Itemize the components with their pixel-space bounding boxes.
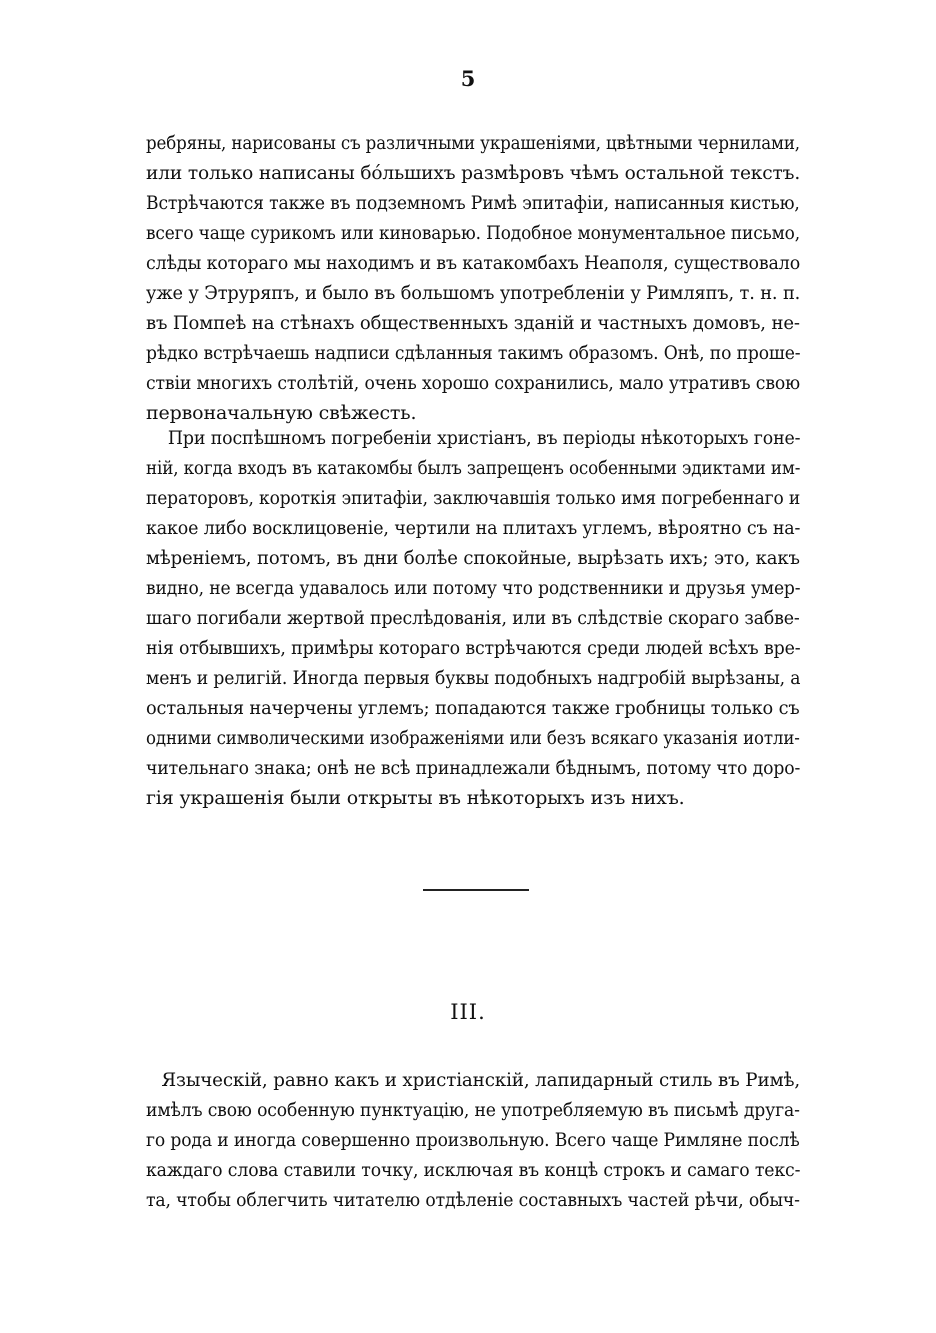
paragraph-3: [146, 1065, 800, 1215]
text-line: Языческій, равно какъ и христіанскій, лапидарный стиль въ Римѣ,: [161, 1069, 801, 1091]
text-line: ператоровъ, короткія эпитафіи, заключавшія только имя погребеннаго и: [146, 487, 801, 509]
paragraph-2: [146, 423, 800, 813]
text-line: менъ и религій. Иногда первыя буквы подобныхъ надгробій вырѣзаны, а: [146, 667, 801, 689]
text-line: мѣреніемъ, потомъ, въ дни болѣе спокойные, вырѣзать ихъ; это, какъ: [146, 547, 800, 569]
text-line: ребряны, нарисованы съ различными украшеніями, цвѣтными чернилами,: [146, 132, 800, 154]
text-line: имѣлъ свою особенную пунктуацію, не употребляемую въ письмѣ друга-: [146, 1099, 800, 1121]
text-line: нія отбывшихъ, примѣры котораго встрѣчаются среди людей всѣхъ вре-: [146, 637, 801, 659]
text-line: При поспѣшномъ погребеніи христіанъ, въ періоды нѣкоторыхъ гоне-: [167, 427, 801, 449]
text-line: гія украшенія были открыты въ нѣкоторыхъ изъ нихъ.: [146, 787, 685, 809]
page-number: 5: [460, 66, 476, 91]
text-line: слѣды котораго мы находимъ и въ катакомбахъ Неаполя, существовало: [146, 252, 801, 274]
text-line: та, чтобы облегчить читателю отдѣленіе составныхъ частей рѣчи, обыч-: [146, 1189, 800, 1211]
text-line: каждаго слова ставили точку, исключая въ концѣ строкъ и самаго текс-: [146, 1159, 801, 1181]
text-line: шаго погибали жертвой преслѣдованія, или въ слѣдствіе скораго забве-: [146, 607, 800, 629]
text-line: въ Помпеѣ на стѣнахъ общественныхъ зданій и частныхъ домовъ, не-: [146, 312, 800, 334]
text-line: ствіи многихъ столѣтій, очень хорошо сохранились, мало утративъ свою: [146, 372, 801, 394]
text-line: Встрѣчаются также въ подземномъ Римѣ эпитафіи, написанныя кистью,: [146, 192, 800, 214]
text-line: рѣдко встрѣчаешь надписи сдѣланныя такимъ образомъ. Онѣ, по проше-: [146, 342, 801, 364]
text-line: го рода и иногда совершенно произвольную. Всего чаще Римляне послѣ: [146, 1129, 800, 1151]
text-line: какое либо восклицовеніе, чертили на плитахъ углемъ, вѣроятно съ на-: [146, 517, 801, 539]
text-line: ній, когда входъ въ катакомбы былъ запрещенъ особенными эдиктами им-: [146, 457, 801, 479]
text-line: всего чаще сурикомъ или киноварью. Подобное монументальное письмо,: [146, 222, 800, 244]
paragraph-1: [146, 128, 800, 428]
text-line: остальныя начерчены углемъ; попадаются также гробницы только съ: [146, 697, 800, 719]
section-heading: III.: [450, 1000, 486, 1024]
text-line: или только написаны бóльшихъ размѣровъ чѣмъ остальной текстъ.: [146, 162, 801, 184]
text-line: видно, не всегда удавалось или потому что родственники и друзья умер-: [146, 577, 801, 599]
text-line: уже у Этруряпъ, и было въ большомъ употребленіи у Римляпъ, т. н. п.: [146, 282, 801, 304]
section-divider: [423, 889, 529, 891]
text-line: одними символическими изображеніями или безъ всякаго указанія иотли-: [146, 727, 800, 749]
text-line: первоначальную свѣжесть.: [146, 402, 417, 424]
text-line: чительнаго знака; онѣ не всѣ принадлежали бѣднымъ, потому что дорo-: [146, 757, 801, 779]
